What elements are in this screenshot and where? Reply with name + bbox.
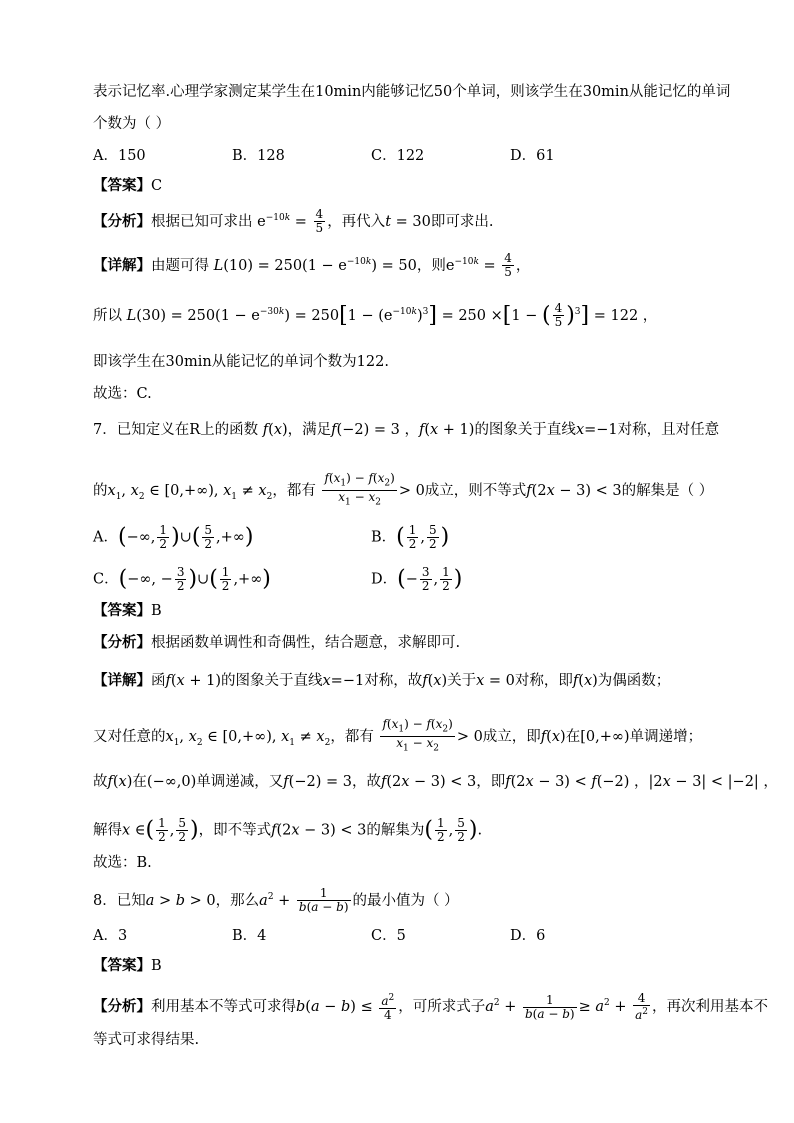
q6-option-c: C．122 xyxy=(371,148,425,164)
q8-stem: 8．已知a > b > 0，那么$a^2$ + $\frac{1}{b(a - b)}$ 的最小值为（ ） xyxy=(93,886,459,915)
q8-answer: 【答案】B xyxy=(93,957,162,974)
q7-detail-line2: 又对任意的$x_1$, $x_2$ ∈ [0,+∞), $x_1 \ne x_2$，都有 $\frac{f(x_1) - f(x_2)}{x_1 - x_2}$ > 0成立，即f(x)在[0,+∞)单调递增； xyxy=(93,717,703,754)
q7-answer: 【答案】B xyxy=(93,602,162,619)
q8-option-b: B．4 xyxy=(232,928,267,944)
q7-detail-line3: 故f(x)在(−∞,0)单调递减，又f(−2) = 3，故f(2x − 3) < 3，即f(2x − 3) < f(−2) ，|2x − 3| < |−2| ， xyxy=(93,774,778,790)
q7-stem-line1: 7．已知定义在R上的函数 f(x)，满足f(−2) = 3 ，f(x + 1)的图象关于直线x=−1对称，且对任意 xyxy=(93,422,720,438)
q8-option-a: A．3 xyxy=(93,928,128,944)
q7-analysis: 【分析】根据函数单调性和奇偶性，结合题意，求解即可. xyxy=(93,634,461,651)
q6-option-b: B．128 xyxy=(232,148,285,164)
q6-detail-calc: 所以 $L(30) = 250(1 - e^{-30k}) = 250[1 - (e^{-10k})^3] = 250 \times[1$ − ( $\frac{4}{5}$ )$^3$] = 122 ， xyxy=(93,301,658,330)
q7-stem-line2: 的$x_1$, $x_2$ ∈ [0,+∞), $x_1 \ne x_2$，都有 $\frac{f(x_1) - f(x_2)}{x_1 - x_2}$ > 0成立，则不等式f(2x − 3) < 3的解集是（ ） xyxy=(93,471,714,508)
q7-option-c: C．(−∞, − $\frac{3}{2}$ )∪( $\frac{1}{2}$ ,+∞) xyxy=(93,565,271,593)
q6-option-a: A．150 xyxy=(93,148,146,164)
q8-option-c: C．5 xyxy=(371,928,406,944)
q7-option-b: B．( $\frac{1}{2}$ , $\frac{5}{2}$ ) xyxy=(371,523,450,551)
q8-analysis: 【分析】利用基本不等式可求得b(a − b) ≤ $\frac{a^2}{4}$ ，可所求式子$a^2$ + $\frac{1}{b(a - b)}$ ≥ $a^2$ + $\frac{4}{a^2}$ ，再次利用基本不 xyxy=(93,991,768,1022)
q7-choose: 故选：B. xyxy=(93,855,152,871)
q6-conclusion: 即该学生在30min从能记忆的单词个数为122. xyxy=(93,354,389,370)
q8-option-d: D．6 xyxy=(510,928,546,944)
q6-detail: 【详解】由题可得 $L(10) = 250(1 - e^{-10k}) = 50$，则$e^{-10k}$ = $\frac{4}{5}$ ， xyxy=(93,251,531,280)
q6-stem-line1: 表示记忆率.心理学家测定某学生在10min内能够记忆50个单词，则该学生在30min从能记忆的单词 xyxy=(93,84,731,100)
q8-analysis-line2: 等式可求得结果. xyxy=(93,1032,200,1048)
q6-option-d: D．61 xyxy=(510,148,555,164)
q6-answer: 【答案】C xyxy=(93,177,163,194)
q6-stem-line2: 个数为（ ） xyxy=(93,116,171,132)
q7-detail-line4: 解得x ∈( $\frac{1}{2}$ , $\frac{5}{2}$ )，即不等式f(2x − 3) < 3的解集为( $\frac{1}{2}$ , $\frac{5}{2}$ ). xyxy=(93,816,483,844)
q6-analysis: 【分析】根据已知可求出 $e^{-10k}$ = $\frac{4}{5}$ ，再代入t = 30即可求出. xyxy=(93,207,494,236)
q7-option-d: D．(− $\frac{3}{2}$ , $\frac{1}{2}$ ) xyxy=(371,565,463,593)
q7-option-a: A．(−∞, $\frac{1}{2}$ )∪( $\frac{5}{2}$ ,+∞) xyxy=(93,523,254,551)
q7-detail-line1: 【详解】函f(x + 1)的图象关于直线x=−1对称，故f(x)关于x = 0对称，即f(x)为偶函数； xyxy=(93,672,671,689)
q6-choose: 故选：C. xyxy=(93,386,152,402)
